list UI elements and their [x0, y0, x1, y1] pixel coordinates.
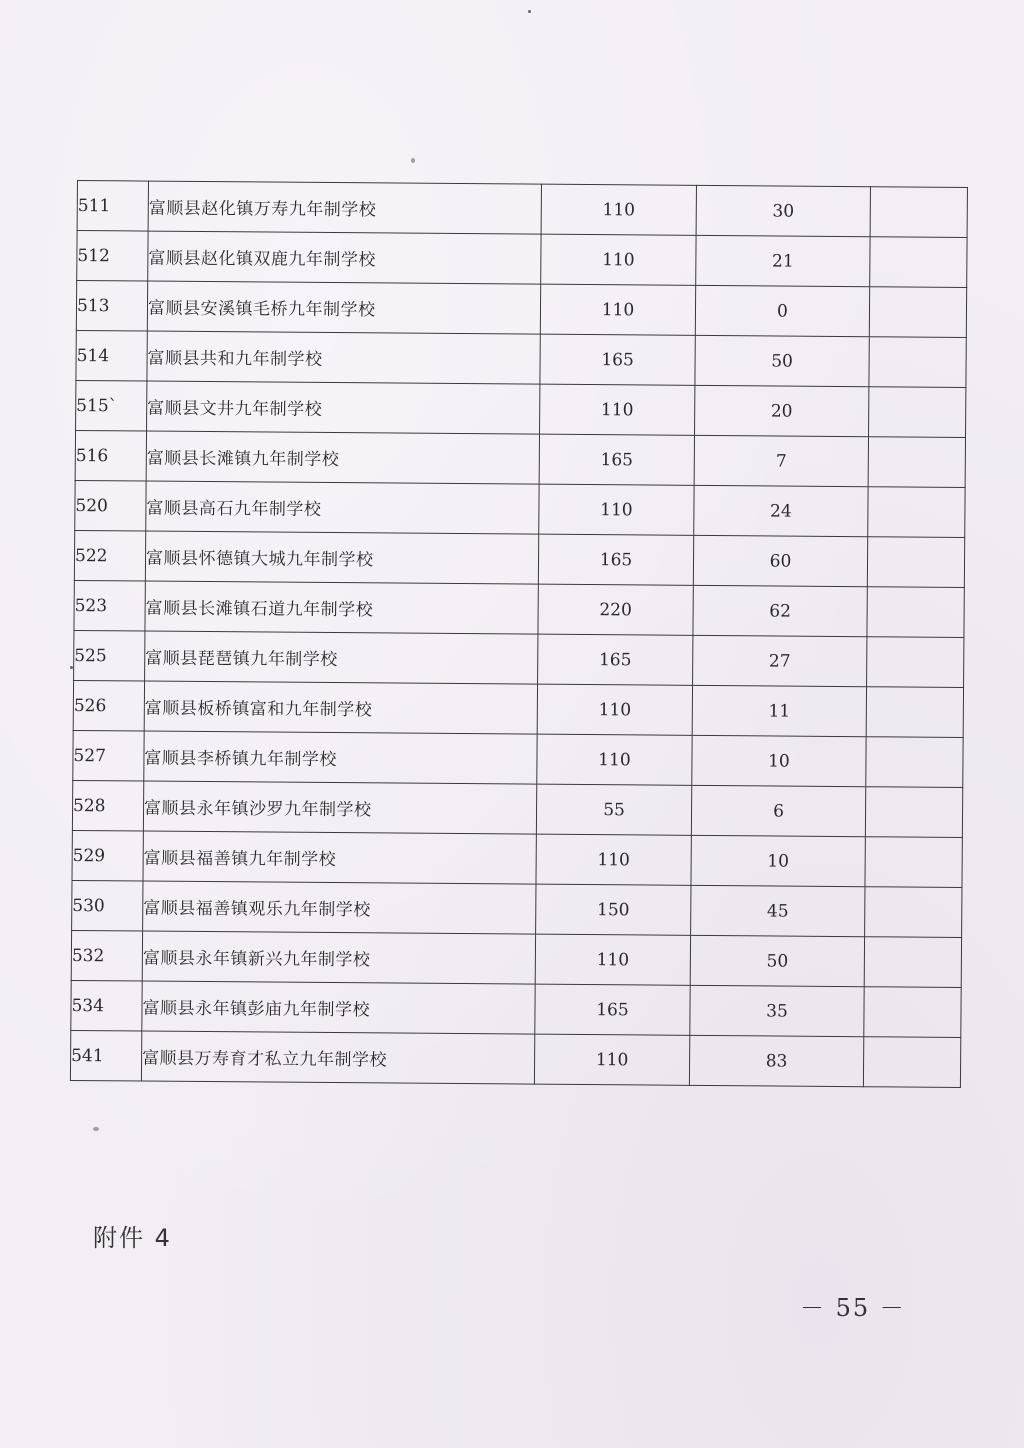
school-number-cell: 534 — [71, 980, 142, 1031]
count-cell: 24 — [694, 485, 868, 536]
count-cell: 6 — [691, 785, 865, 836]
school-name-cell: 富顺县安溪镇毛桥九年制学校 — [147, 281, 540, 334]
table-row — [70, 1030, 960, 1087]
remarks-cell — [864, 987, 961, 1038]
remarks-cell — [869, 387, 966, 438]
quota-cell: 110 — [535, 934, 690, 985]
school-name-cell: 富顺县永年镇彭庙九年制学校 — [142, 981, 535, 1034]
quota-cell: 110 — [540, 284, 695, 335]
table-row — [76, 281, 966, 338]
school-name-cell: 富顺县长滩镇九年制学校 — [146, 431, 539, 484]
remarks-cell — [869, 287, 966, 338]
table-row — [72, 780, 962, 837]
remarks-cell — [870, 187, 967, 238]
count-cell: 10 — [691, 835, 865, 886]
school-number-cell: 522 — [74, 530, 145, 581]
school-name-cell: 富顺县高石九年制学校 — [146, 481, 539, 534]
school-number-cell: 513 — [76, 281, 147, 332]
school-name-cell: 富顺县板桥镇富和九年制学校 — [144, 681, 537, 734]
school-allocation-table — [70, 180, 968, 1088]
table-row — [76, 380, 966, 437]
school-number-cell: 511 — [77, 181, 148, 232]
scan-speck — [93, 1127, 99, 1131]
count-cell: 30 — [696, 185, 870, 236]
table-row — [73, 680, 963, 737]
count-cell: 60 — [693, 535, 867, 586]
table-row — [73, 730, 963, 787]
quota-cell: 110 — [540, 384, 695, 435]
quota-cell: 165 — [540, 334, 695, 385]
quota-cell: 150 — [536, 884, 691, 935]
count-cell: 50 — [695, 335, 869, 386]
count-cell: 50 — [690, 935, 864, 986]
school-number-cell: 515` — [76, 380, 147, 431]
quota-cell: 220 — [538, 584, 693, 635]
count-cell: 0 — [695, 285, 869, 336]
remarks-cell — [870, 237, 967, 288]
school-number-cell: 532 — [71, 930, 142, 981]
remarks-cell — [867, 637, 964, 688]
remarks-cell — [868, 437, 965, 488]
table-row — [74, 580, 964, 637]
count-cell: 21 — [696, 235, 870, 286]
scan-speck — [528, 10, 531, 13]
school-number-cell: 520 — [75, 480, 146, 531]
table-row — [77, 231, 967, 288]
count-cell: 35 — [690, 985, 864, 1036]
table-body — [70, 181, 967, 1088]
school-number-cell: 514 — [76, 330, 147, 381]
remarks-cell — [866, 737, 963, 788]
school-number-cell: 525 — [74, 630, 145, 681]
quota-cell: 110 — [541, 184, 696, 235]
quota-cell: 110 — [537, 684, 692, 735]
remarks-cell — [865, 787, 962, 838]
school-name-cell: 富顺县福善镇观乐九年制学校 — [143, 881, 536, 934]
school-number-cell: 530 — [72, 880, 143, 931]
school-number-cell: 527 — [73, 730, 144, 781]
quota-cell: 110 — [536, 834, 691, 885]
school-name-cell: 富顺县永年镇沙罗九年制学校 — [143, 781, 536, 834]
school-name-cell: 富顺县共和九年制学校 — [147, 331, 540, 384]
table-row — [77, 181, 967, 238]
count-cell: 62 — [693, 585, 867, 636]
school-name-cell: 富顺县万寿育才私立九年制学校 — [141, 1031, 534, 1084]
table-row — [76, 330, 966, 387]
annex-label: 附件 4 — [93, 1224, 172, 1252]
remarks-cell — [867, 537, 964, 588]
school-allocation-table-wrapper — [70, 180, 967, 1088]
quota-cell: 110 — [534, 1034, 689, 1085]
remarks-cell — [869, 337, 966, 388]
count-cell: 10 — [692, 735, 866, 786]
school-name-cell: 富顺县赵化镇万寿九年制学校 — [148, 181, 541, 234]
remarks-cell — [867, 587, 964, 638]
school-name-cell: 富顺县福善镇九年制学校 — [143, 831, 536, 884]
count-cell: 83 — [689, 1035, 863, 1086]
count-cell: 20 — [695, 385, 869, 436]
school-number-cell: 512 — [77, 231, 148, 282]
quota-cell: 55 — [536, 784, 691, 835]
school-name-cell: 富顺县琵琶镇九年制学校 — [145, 631, 538, 684]
table-row — [71, 930, 961, 987]
table-row — [74, 530, 964, 587]
quota-cell: 165 — [539, 434, 694, 485]
school-number-cell: 528 — [72, 780, 143, 831]
school-number-cell: 529 — [72, 830, 143, 881]
school-name-cell: 富顺县文井九年制学校 — [147, 381, 540, 434]
quota-cell: 165 — [538, 534, 693, 585]
count-cell: 7 — [694, 435, 868, 486]
quota-cell: 110 — [539, 484, 694, 535]
table-row — [71, 980, 961, 1037]
count-cell: 11 — [692, 685, 866, 736]
table-row — [72, 830, 962, 887]
school-name-cell: 富顺县怀德镇大城九年制学校 — [145, 531, 538, 584]
school-name-cell: 富顺县赵化镇双鹿九年制学校 — [148, 231, 541, 284]
quota-cell: 110 — [537, 734, 692, 785]
table-row — [72, 880, 962, 937]
school-number-cell: 516 — [75, 430, 146, 481]
page-number: － 55 － — [800, 1294, 906, 1322]
table-row — [74, 630, 964, 687]
scan-speck — [411, 158, 415, 163]
school-number-cell: 523 — [74, 580, 145, 631]
quota-cell: 165 — [538, 634, 693, 685]
remarks-cell — [868, 487, 965, 538]
table-row — [75, 480, 965, 537]
remarks-cell — [865, 837, 962, 888]
remarks-cell — [865, 887, 962, 938]
school-name-cell: 富顺县永年镇新兴九年制学校 — [142, 931, 535, 984]
count-cell: 45 — [691, 885, 865, 936]
remarks-cell — [864, 937, 961, 988]
count-cell: 27 — [693, 635, 867, 686]
remarks-cell — [863, 1037, 960, 1088]
school-number-cell: 526 — [73, 680, 144, 731]
quota-cell: 165 — [535, 984, 690, 1035]
school-name-cell: 富顺县李桥镇九年制学校 — [144, 731, 537, 784]
table-row — [75, 430, 965, 487]
school-name-cell: 富顺县长滩镇石道九年制学校 — [145, 581, 538, 634]
remarks-cell — [866, 687, 963, 738]
school-number-cell: 541 — [70, 1030, 141, 1081]
quota-cell: 110 — [541, 234, 696, 285]
